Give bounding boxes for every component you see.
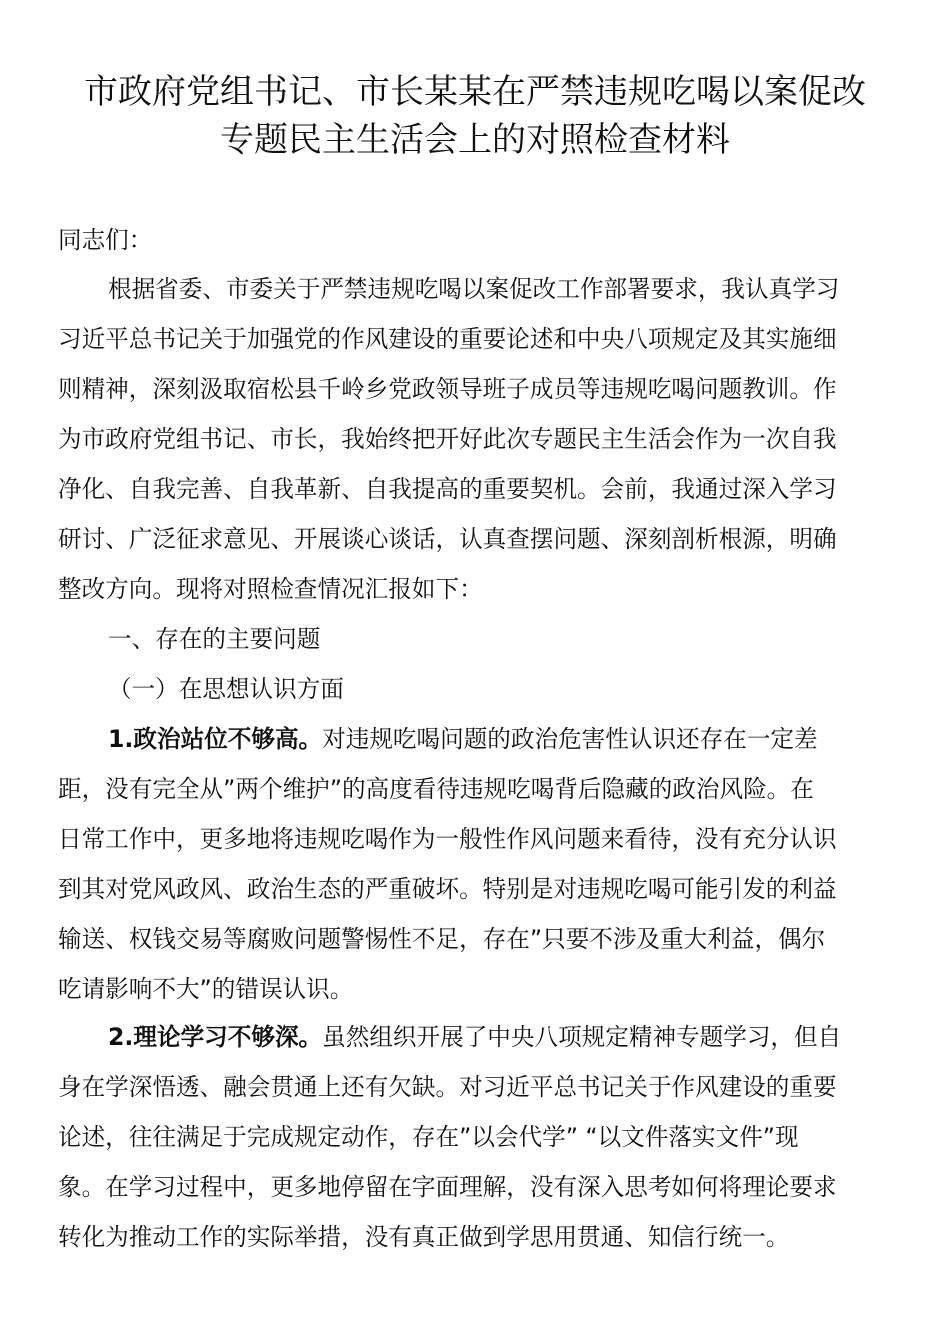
intro-line: 根据省委、市委关于严禁违规吃喝以案促改工作部署要求，我认真学习 [108, 275, 840, 303]
point-1-first-line-rest: 对违规吃喝问题的政治危害性认识还存在一定差 [322, 725, 818, 753]
point-2-line: 象。在学习过程中，更多地停留在字面理解，没有深入思考如何将理论要求 [58, 1173, 837, 1201]
point-1-line: 吃请影响不大”的错误认识。 [58, 975, 354, 1003]
point-1-line: 到其对党风政风、政治生态的严重破坏。特别是对违规吃喝可能引发的利益 [58, 875, 837, 903]
subsection-heading: （一）在思想认识方面 [108, 675, 344, 703]
document-title-line-1: 市政府党组书记、市长某某在严禁违规吃喝以案促改 [84, 72, 866, 112]
point-1-lead: 1.政治站位不够高。 [108, 725, 323, 753]
point-2-lead: 2.理论学习不够深。 [108, 1023, 323, 1051]
intro-line: 习近平总书记关于加强党的作风建设的重要论述和中央八项规定及其实施细 [58, 325, 837, 353]
intro-line: 整改方向。现将对照检查情况汇报如下： [58, 575, 483, 603]
salutation: 同志们： [58, 226, 153, 254]
point-1-line: 距，没有完全从”两个维护”的高度看待违规吃喝背后隐藏的政治风险。在 [58, 775, 814, 803]
intro-line: 净化、自我完善、自我革新、自我提高的重要契机。会前，我通过深入学习 [58, 475, 837, 503]
intro-line: 研讨、广泛征求意见、开展谈心谈话，认真查摆问题、深刻剖析根源，明确 [58, 525, 837, 553]
section-heading: 一、存在的主要问题 [108, 625, 321, 653]
point-2-first-line-rest: 虽然组织开展了中央八项规定精神专题学习，但自 [322, 1023, 842, 1051]
point-1-line: 输送、权钱交易等腐败问题警惕性不足，存在”只要不涉及重大利益，偶尔 [58, 925, 826, 953]
intro-line: 为市政府党组书记、市长，我始终把开好此次专题民主生活会作为一次自我 [58, 425, 837, 453]
point-2-line: 论述，往往满足于完成规定动作，存在”以会代学” “以文件落实文件”现 [58, 1123, 799, 1151]
point-2-first-line [108, 1012, 894, 1062]
document-title-line-2: 专题民主生活会上的对照检查材料 [220, 120, 730, 160]
intro-line: 则精神，深刻汲取宿松县千岭乡党政领导班子成员等违规吃喝问题教训。作 [58, 375, 837, 403]
point-1-first-line [108, 714, 894, 764]
point-2-line: 转化为推动工作的实际举措，没有真正做到学思用贯通、知信行统一。 [58, 1223, 790, 1251]
point-2-line: 身在学深悟透、融会贯通上还有欠缺。对习近平总书记关于作风建设的重要 [58, 1073, 837, 1101]
point-1-line: 日常工作中，更多地将违规吃喝作为一般性作风问题来看待，没有充分认识 [58, 825, 837, 853]
